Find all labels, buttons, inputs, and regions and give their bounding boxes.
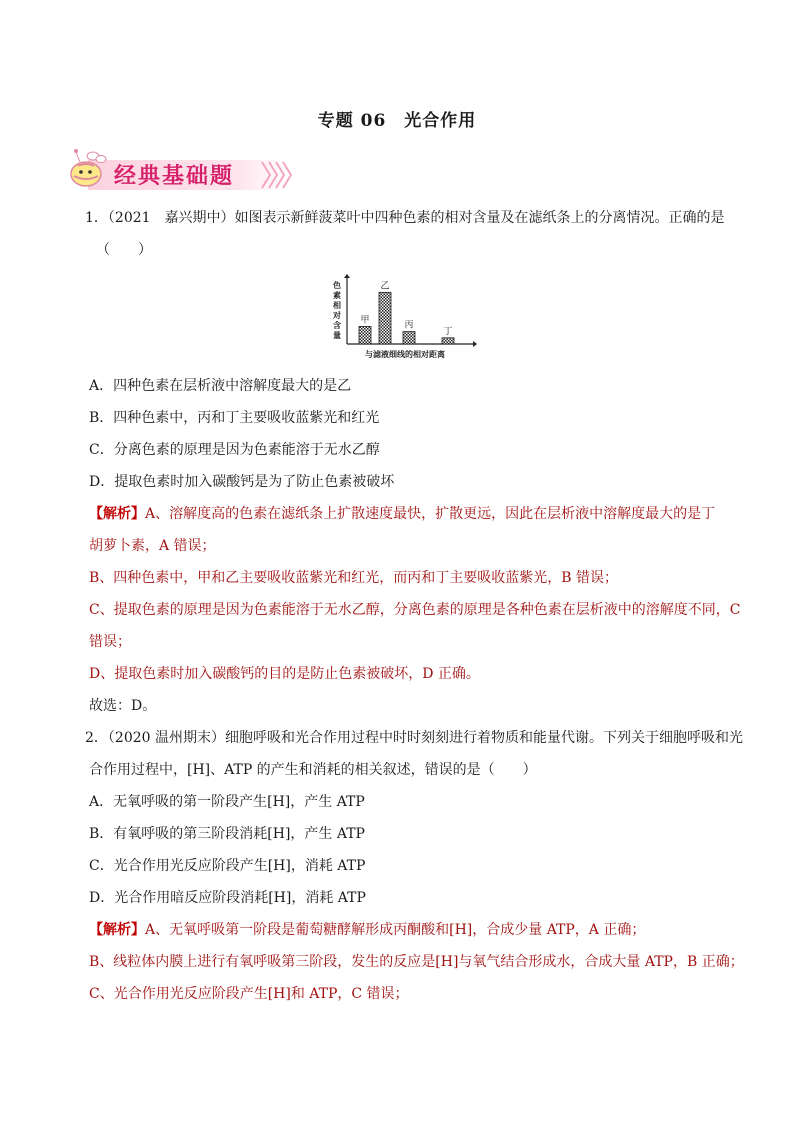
q2-analysis-line1: 【解析】A、无氧呼吸第一阶段是葡萄糖酵解形成丙酮酸和[H]，合成少量 ATP，A 正确； — [89, 922, 646, 938]
chart-bar-1 — [359, 326, 371, 344]
chart-x-axis-arrow — [473, 341, 477, 347]
q2-analysis-line3: C、光合作用光反应阶段产生[H]和 ATP，C 错误； — [89, 986, 409, 1002]
q1-analysis-line3: B、四种色素中，甲和乙主要吸收蓝紫光和红光，而丙和丁主要吸收蓝紫光，B 错误； — [89, 570, 619, 586]
chart-x-axis-label: 与滤液细线的相对距离 — [365, 350, 445, 359]
q1-analysis-line4: C、提取色素的原理是因为色素能溶于无水乙醇，分离色素的原理是各种色素在层析液中的溶解度不同，C — [89, 602, 741, 618]
chart-y-axis-label: 色素相对含量 — [333, 281, 341, 340]
q2-stem-line1: 2．（2020 温州期末）细胞呼吸和光合作用过程中时时刻刻进行着物质和能量代谢。下列关于细胞呼吸和光 — [85, 730, 743, 746]
chart-bar-label-2: 乙 — [380, 281, 390, 292]
q1-analysis-line1: 【解析】A、溶解度高的色素在滤纸条上扩散速度最快，扩散更远，因此在层析液中溶解度最大的是丁 — [89, 506, 716, 522]
q2-option-b: B．有氧呼吸的第三阶段消耗[H]，产生 ATP — [89, 826, 365, 842]
q2-option-a: A．无氧呼吸的第一阶段产生[H]，产生 ATP — [89, 794, 365, 810]
q2-option-c: C．光合作用光反应阶段产生[H]，消耗 ATP — [89, 858, 366, 874]
pigment-bar-chart — [331, 274, 477, 364]
q2-analysis-tag: 【解析】 — [89, 922, 145, 938]
q1-stem-line2: （ ） — [96, 242, 152, 258]
section-banner — [66, 146, 298, 196]
banner-label: 经典基础题 — [114, 164, 235, 189]
q1-option-a: A．四种色素在层析液中溶解度最大的是乙 — [89, 378, 352, 394]
chart-bar-2 — [379, 292, 391, 344]
chart-bar-label-3: 丙 — [404, 320, 414, 331]
chart-bar-4 — [442, 338, 454, 344]
q2-analysis-line2: B、线粒体内膜上进行有氧呼吸第三阶段，发生的反应是[H]与氧气结合形成水，合成大量 ATP，B 正确； — [89, 954, 744, 970]
q1-option-b: B．四种色素中，丙和丁主要吸收蓝紫光和红光 — [89, 410, 380, 426]
q1-analysis-line5: 错误； — [89, 634, 131, 650]
q1-stem-line1: 1．（2021 嘉兴期中）如图表示新鲜菠菜叶中四种色素的相对含量及在滤纸条上的分离情况。正确的是 — [85, 210, 725, 226]
chart-y-axis-arrow — [344, 274, 350, 278]
q1-analysis-line2: 胡萝卜素，A 错误； — [89, 538, 216, 554]
q2-stem-line2: 合作用过程中，[H]、ATP 的产生和消耗的相关叙述，错误的是（ ） — [89, 762, 537, 778]
q1-option-c: C．分离色素的原理是因为色素能溶于无水乙醇 — [89, 442, 380, 458]
q2-option-d: D．光合作用暗反应阶段消耗[H]，消耗 ATP — [89, 890, 366, 906]
q1-analysis-line6: D、提取色素时加入碳酸钙的目的是防止色素被破坏，D 正确。 — [89, 666, 480, 682]
chart-bar-3 — [403, 332, 415, 344]
q1-option-d: D．提取色素时加入碳酸钙是为了防止色素被破坏 — [89, 474, 395, 490]
q1-analysis-tag: 【解析】 — [89, 506, 145, 522]
q1-answer: 故选：D。 — [89, 698, 157, 714]
chart-bar-label-4: 丁 — [443, 326, 453, 337]
page-title: 专题 06 光合作用 — [317, 111, 477, 131]
chart-bar-label-1: 甲 — [360, 315, 370, 326]
